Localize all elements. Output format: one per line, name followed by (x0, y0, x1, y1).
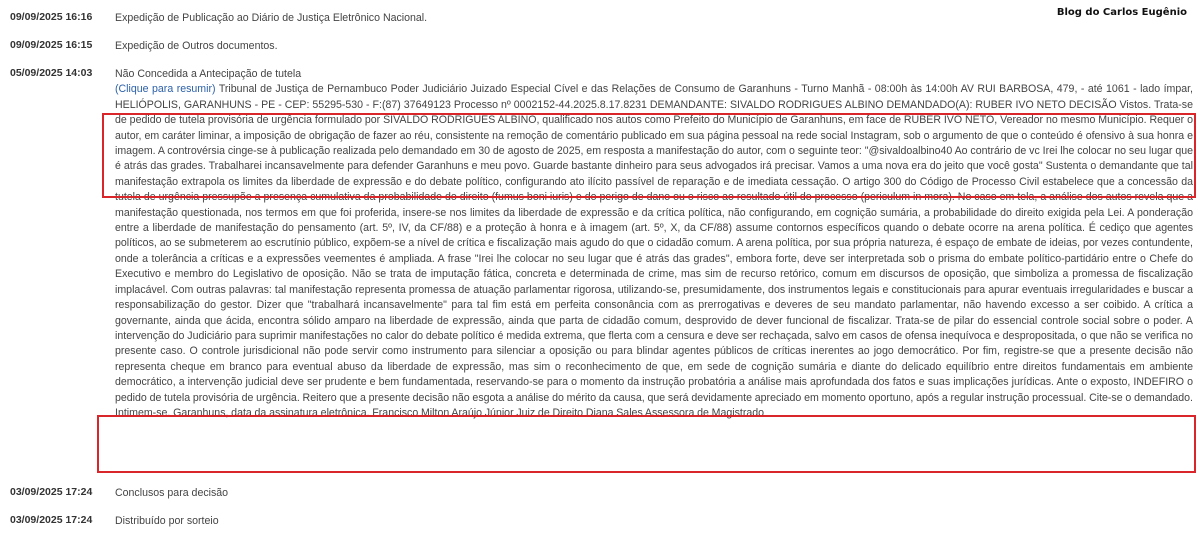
movement-content (115, 39, 1193, 54)
movement-date: 03/09/2025 17:24 (10, 514, 93, 526)
movement-title: Distribuído por sorteio (115, 515, 219, 527)
movement-content (115, 514, 1193, 529)
movement-title: Expedição de Outros documentos. (115, 40, 278, 52)
highlight-box-bottom (97, 415, 1196, 473)
decision-body: Tribunal de Justiça de Pernambuco Poder Judiciário Juizado Especial Cível e das Relações de Consumo de Garanhuns - Turno Manhã - 08:00h às 14:00h AV RUI BARBOSA, 479, - até 1061 - lado ímpar, HELIÓPOLIS, GARANHUNS - PE - CEP: 55295-530 - F:(87) 37649123 Processo nº 0002152-44.2025.8.17.8231 DEMANDANTE: SIVALDO RODRIGUES ALBINO DEMANDADO(A): RUBER IVO NETO DECISÃO Vistos. Trata-se de pedido de tutela provisória de urgência formulado por SIVALDO RODRIGUES ALBINO, qualificado nos autos como Prefeito do Município de Garanhuns, em face de RUBER IVO NETO, Vereador no mesmo Município. Requer o autor, em caráter liminar, a imposição de obrigação de fazer ao réu, consistente na remoção de comentário publicado em sua página pessoal na rede social Instagram, sob o argumento de que o conteúdo é ofensivo à sua honra e imagem. A controvérsia cinge-se à publicação realizada pelo demandado em 30 de agosto de 2025, em resposta a manifestação do autor, com o seguinte teor: "@sivaldoalbino40 Ao contrário de vc Irei lhe colocar no seu lugar que é atrás das grades. Trabalharei incansavelmente para defender Garanhuns e meu povo. Guarde bastante dinheiro para seus advogados irá precisar. Vamos a uma nova era do jeito que você gosta" Sustenta o demandante que tal manifestação extrapola os limites da liberdade de expressão e do debate político, configurando ato ilícito passível de reparação e de imediata cessação. O artigo 300 do Código de Processo Civil estabelece que a concessão da tutela de urgência pressupõe a presença cumulativa da probabilidade do direito (fumus boni iuris) e do perigo de dano ou o risco ao resultado útil do processo (periculum in mora). No caso em tela, a análise dos autos revela que a manifestação questionada, nos termos em que foi proferida, insere-se nos limites da liberdade de expressão e da crítica política, não configurando, em cognição sumária, a probabilidade do direito exigida pela Lei. A ponderação entre a liberdade de manifestação do pensamento (art. 5º, IV, da CF/88) e a proteção à honra e à imagem (art. 5º, X, da CF/88) assume contornos específicos quando o debate ocorre na arena política. É cediço que agentes políticos, ao se submeterem ao escrutínio público, expõem-se a nível de crítica e fiscalização mais agudo do que o cidadão comum. A arena política, por sua própria natureza, é espaço de embate de ideias, por vezes contundente, onde a tolerância a críticas e a expressões veementes é ampliada. A frase "Irei lhe colocar no seu lugar que é atrás das grades", embora forte, deve ser interpretada sob o prisma do embate político-partidário entre o Chefe do Executivo e membro do Legislativo de oposição. Não se trata de imputação fática, concreta e determinada de crime, mas sim de recurso retórico, comum em discursos de oposição, que simboliza a promessa de fiscalização implacável. Com outras palavras: tal manifestação representa promessa de atuação parlamentar rigorosa, utilizando-se, presumidamente, dos instrumentos legais e constitucionais para apurar eventuais irregularidades e buscar a responsabilização do gestor. Dizer que "trabalhará incansavelmente" para tal fim está em perfeita consonância com as prerrogativas e deveres de seu mandato parlamentar, não havendo excesso a ser coibido. A crítica a governante, ainda que ácida, encontra sólido amparo na liberdade de expressão, ainda que parta de cidadão comum, desprovido de dever funcional de fiscalizar. Trata-se de pilar do essencial controle social sobre o poder. A intervenção do Judiciário para suprimir manifestações no calor do debate político é medida extrema, que flerta com a censura e deve ser rechaçada, salvo em casos de ofensa inequívoca e despropositada, o que não se verifica no presente caso. O controle jurisdicional não pode servir como instrumento para silenciar a oposição ou para blindar agentes públicos de críticas inerentes ao jogo democrático. Por fim, registre-se que a presente decisão não representa cheque em branco para eventual abuso da liberdade de expressão, mas sim o reconhecimento de que, em sede de cognição sumária e diante do delicado equilíbrio entre direitos fundamentais em ambiente democrático, a intervenção judicial deve ser prudente e bem fundamentada, reservando-se para o momento da instrução probatória a análise mais aprofundada dos fatos e suas implicações jurídicas. Ante o exposto, INDEFIRO o pedido de tutela provisória de urgência. Reitero que a presente decisão não esgota a análise do mérito da causa, que será devidamente apreciado em momento oportuno, após a regular instrução processual. Cite-se o demandado. Intimem-se. Garanhuns, data da assinatura eletrônica. Francisco Milton Araújo Júnior Juiz de Direito Diana Sales Assessora de Magistrado (115, 83, 1194, 419)
movement-content (115, 486, 1193, 501)
movement-date: 03/09/2025 17:24 (10, 486, 93, 498)
blog-watermark: Blog do Carlos Eugênio (1056, 7, 1187, 18)
movement-title: Não Concedida a Antecipação de tutela (115, 68, 302, 80)
collapse-summary-link[interactable]: (Clique para resumir) (115, 83, 216, 96)
movement-content (115, 67, 1193, 421)
movement-content (115, 11, 1193, 26)
movement-date: 09/09/2025 16:16 (10, 11, 93, 23)
decision-text (115, 82, 1193, 421)
movement-title: Expedição de Publicação ao Diário de Justiça Eletrônico Nacional. (115, 12, 428, 24)
movement-title: Conclusos para decisão (115, 487, 229, 499)
movement-date: 05/09/2025 14:03 (10, 67, 93, 79)
movement-date: 09/09/2025 16:15 (10, 39, 93, 51)
